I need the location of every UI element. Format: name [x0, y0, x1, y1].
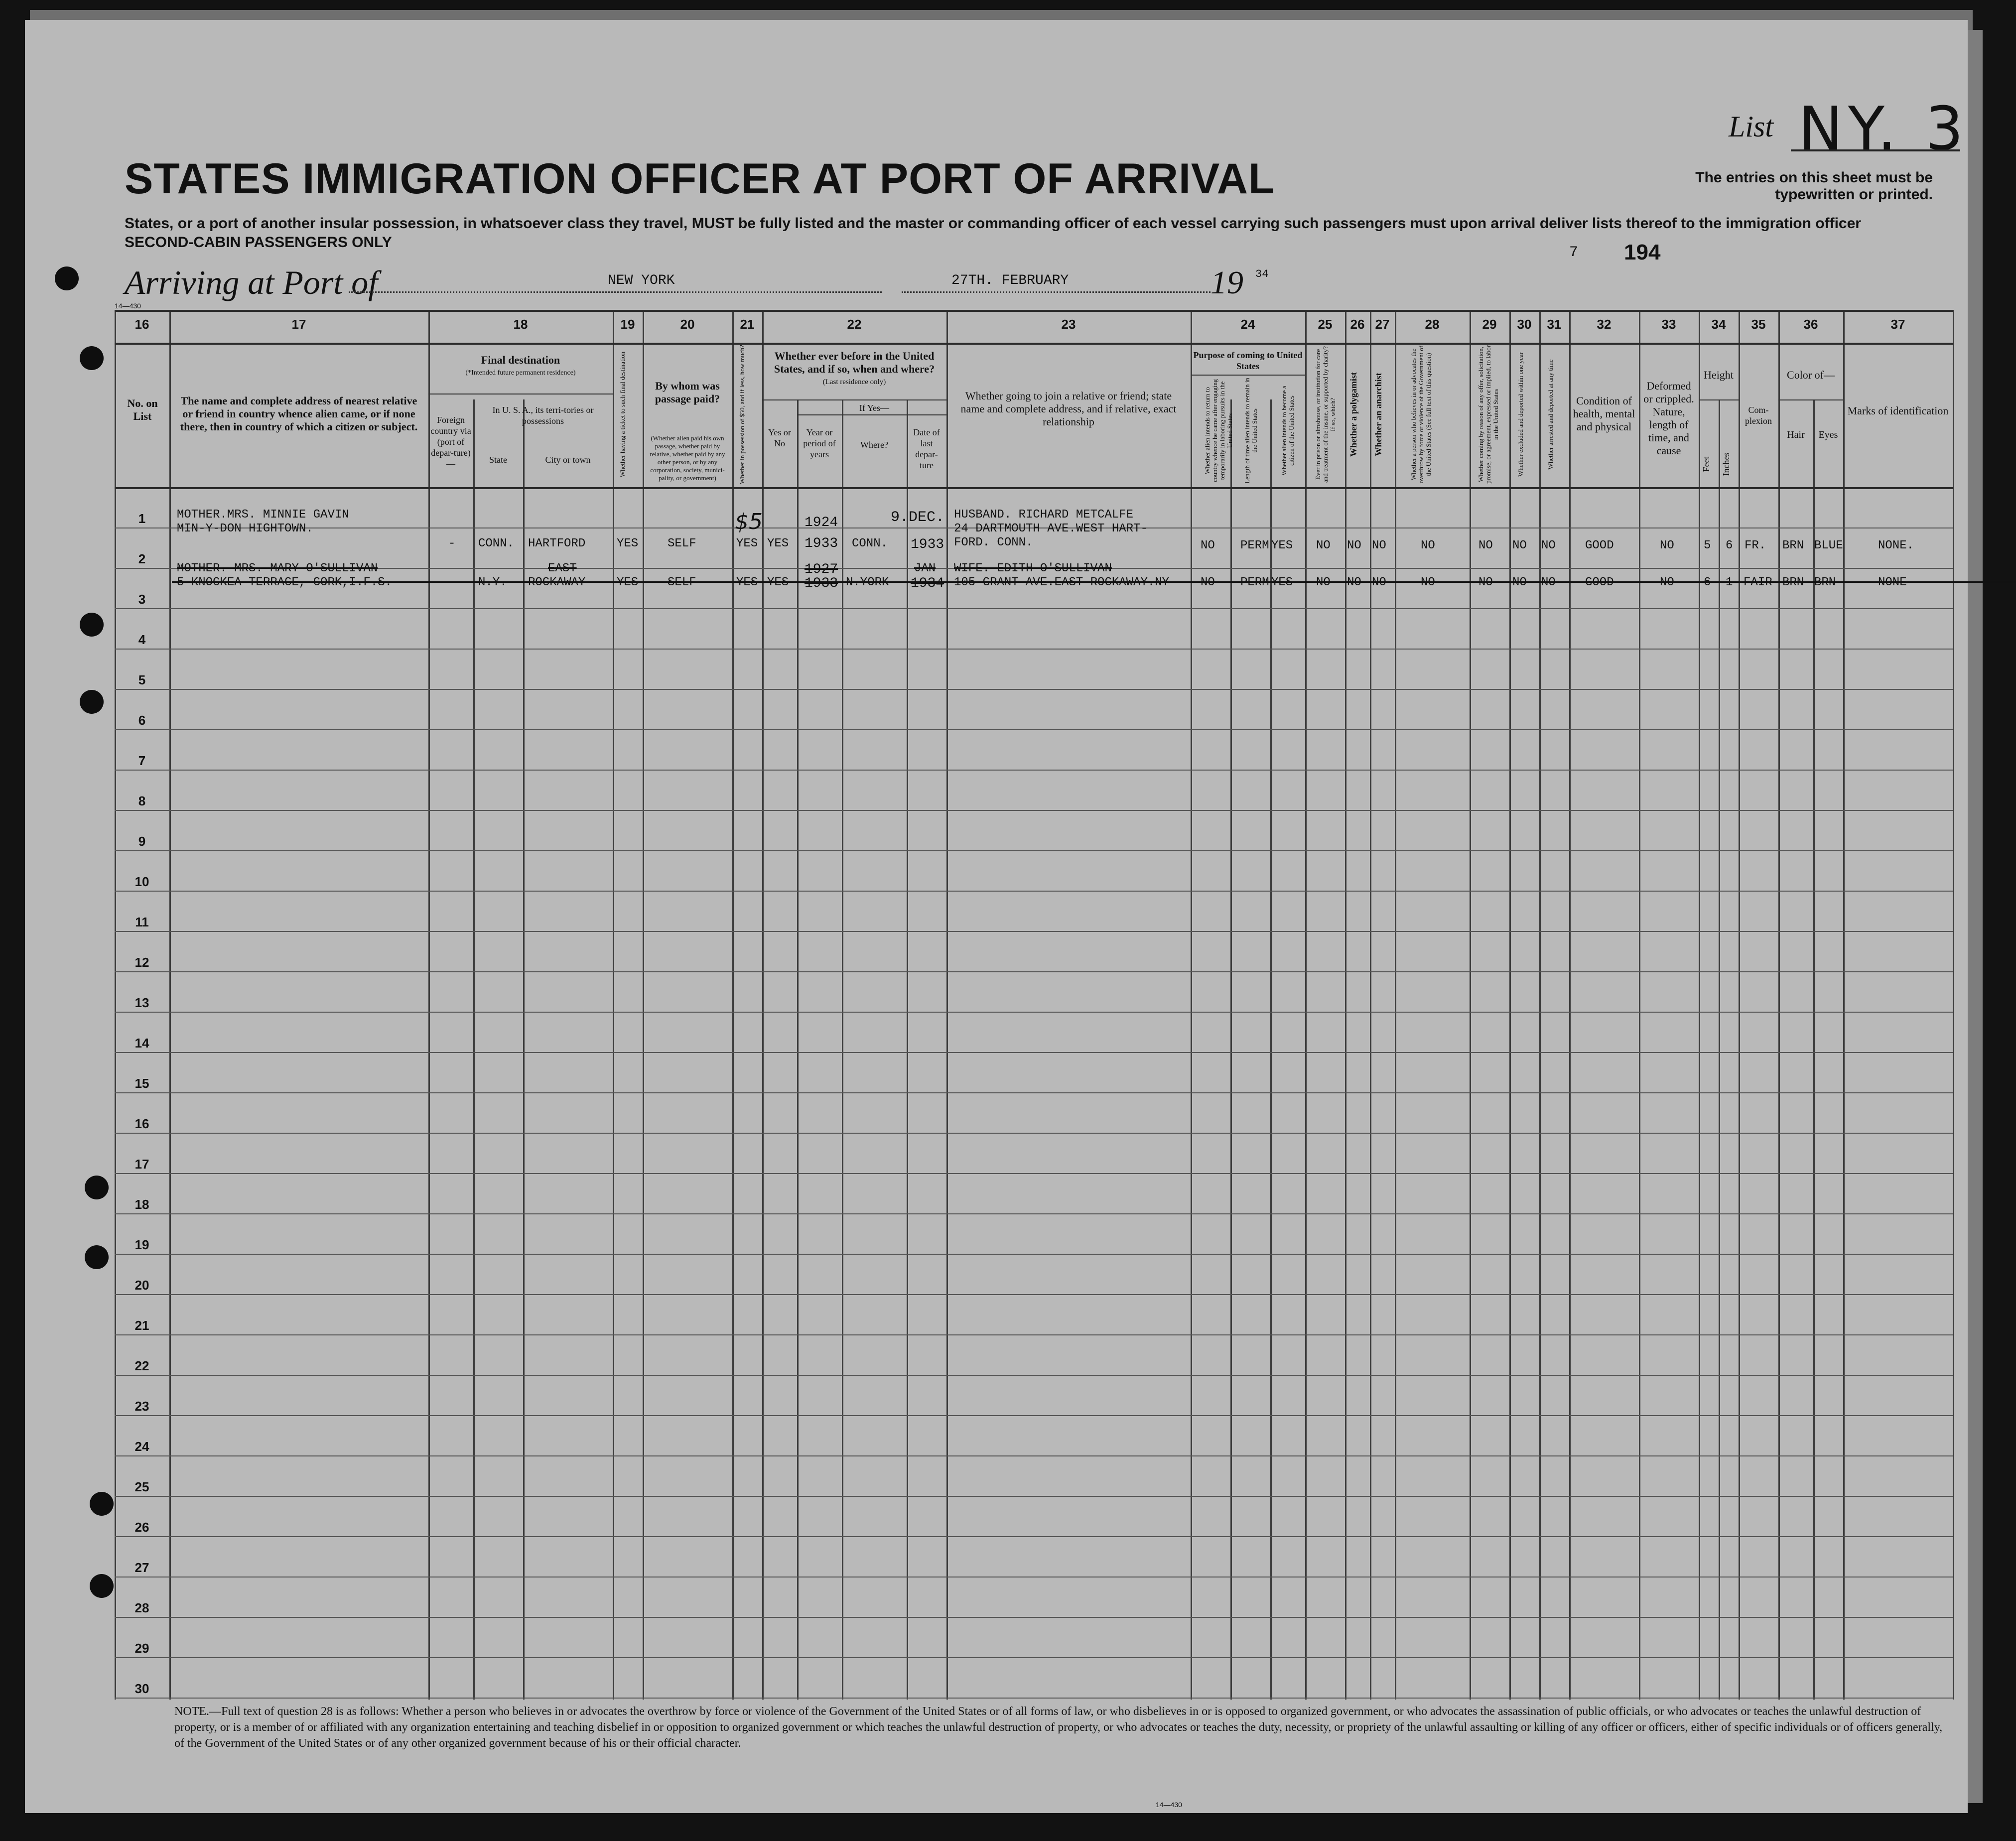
row-divider: [115, 1213, 1953, 1214]
city-cell: ROCKAWAY: [528, 576, 586, 589]
polygamist-cell: NO: [1347, 539, 1361, 552]
row-number: 25: [134, 1479, 149, 1494]
complexion-cell: FAIR: [1744, 576, 1772, 589]
row-number: 9: [138, 834, 146, 849]
row-divider: [115, 729, 1953, 730]
row-divider: [115, 1577, 1953, 1578]
row-divider: [115, 608, 1953, 609]
row-divider: [115, 891, 1953, 892]
purpose-length-cell: PERM: [1240, 576, 1269, 589]
header-passage-paid: By whom was passage paid?: [655, 380, 720, 405]
hair-cell: BRN: [1782, 539, 1804, 552]
header-q30: Whether excluded and deported within one year: [1517, 352, 1524, 477]
q28-cell: NO: [1421, 539, 1435, 552]
col-number: 36: [1803, 317, 1818, 332]
port-value: NEW YORK: [608, 273, 675, 288]
q30-cell: NO: [1512, 576, 1527, 589]
header-join-relative: Whether going to join a relative or friend; state name and complete address, and if relative, exact relationship: [960, 390, 1177, 428]
header-hair: Hair: [1787, 429, 1805, 440]
fifty-mark-cell: $5: [735, 509, 763, 534]
punch-hole: [80, 346, 104, 370]
row-divider: [115, 1294, 1953, 1295]
col-number: 24: [1240, 317, 1255, 332]
header-purpose: Purpose of coming to United States: [1193, 350, 1303, 371]
header-ever-before: Whether ever before in the United States, and if so, when and where?: [774, 350, 935, 375]
year-prefix: 19: [1210, 264, 1243, 301]
header-q28: Whether a person who believes in or advocates the overthrow by force or violence of the Government of the United States (See full text of this question): [1410, 345, 1432, 484]
purpose-citizen-cell: YES: [1271, 539, 1293, 552]
punch-hole: [90, 1492, 114, 1516]
row-number: 21: [134, 1318, 149, 1333]
city-cell: EAST: [548, 562, 577, 575]
marks-cell: NONE: [1878, 576, 1907, 589]
header-final-destination: Final destination: [481, 354, 560, 366]
row-divider: [115, 1496, 1953, 1497]
date-value: 27TH. FEBRUARY: [951, 273, 1069, 288]
header-in-usa: In U. S. A., its terri-tories or possessions: [492, 405, 594, 426]
health-cell: GOOD: [1585, 576, 1614, 589]
header-q31: Whether arrested and deported at any time: [1547, 359, 1554, 470]
header-ticket: Whether having a ticket to such final destination: [619, 351, 626, 478]
row-number: 11: [135, 915, 149, 929]
header-fifty-dollars: Whether in possession of $50, and if less, how much?: [738, 345, 746, 484]
purpose-return-cell: NO: [1201, 576, 1215, 589]
row-number: 6: [138, 713, 146, 728]
row-divider: [115, 1012, 1953, 1013]
row-divider: [115, 1617, 1953, 1618]
foreign-cell: -: [448, 576, 456, 589]
fifty-cell: YES: [736, 576, 758, 589]
punch-hole: [85, 1245, 109, 1269]
header-purpose-citizen: Whether alien intends to become a citizen of the United States: [1280, 386, 1295, 476]
row-divider: [115, 1133, 1953, 1134]
paid-by-cell: SELF: [668, 576, 696, 589]
paid-by-cell: SELF: [668, 537, 696, 550]
departure-cell: 1934: [911, 576, 944, 591]
row-number: 7: [138, 753, 146, 768]
row-number: 27: [134, 1560, 149, 1575]
row-divider: [115, 1092, 1953, 1093]
purpose-citizen-cell: YES: [1271, 576, 1293, 589]
cabin-class: SECOND-CABIN PASSENGERS ONLY: [125, 234, 392, 251]
join-relative-cell: 105 GRANT AVE.EAST ROCKAWAY.NY: [954, 576, 1170, 589]
row-divider: [115, 850, 1953, 851]
question-28-note: NOTE.—Full text of question 28 is as follows: Whether a person who believes in or advocates the overthrow by force or violence of the Government of the United States or of all forms of law, or who disbelieves in or is opposed to organized government, or who advocates the assassination of public officials, or who advocates or teaches the unlawful destruction of property, or is a member of or affiliated with any organization entertaining and teaching disbelief in or opposition to organized government or which teaches the unlawful destruction of property, or who advocates or teaches the duty, necessity, or propriety of the unlawful assaulting or killing of any officer or officers, either of specific individuals or of officers generally, of the Government of the United States or of any other organized government because of his or their official character.: [174, 1705, 1943, 1750]
punch-hole: [80, 690, 104, 714]
relative-cell: MOTHER.MRS. MINNIE GAVIN: [177, 508, 349, 522]
col-number: 29: [1482, 317, 1497, 332]
strike-line: [172, 581, 2016, 583]
header-eyes: Eyes: [1818, 429, 1838, 440]
port-line: [349, 291, 882, 293]
year-suffix: 34: [1255, 268, 1269, 280]
date-line: [902, 291, 1210, 293]
stamp-number: 194: [1624, 240, 1661, 264]
col-number: 18: [513, 317, 528, 332]
q29-cell: NO: [1478, 539, 1493, 552]
inches-cell: 1: [1726, 576, 1733, 589]
row-number: 17: [134, 1157, 149, 1172]
foreign-cell: -: [448, 537, 456, 550]
header-no-on-list: No. on List: [127, 397, 158, 422]
stamp-mark: 7: [1569, 244, 1579, 261]
header-q29: Whether coming by reason of any offer, solicitation, promise, or agreement, expressed or implied, to labor in the United States: [1477, 345, 1499, 484]
header-purpose-length: Length of time alien intends to remain in the United States: [1243, 378, 1258, 484]
departure-cell: JAN: [914, 562, 936, 575]
row-divider: [115, 810, 1953, 811]
feet-cell: 6: [1704, 576, 1711, 589]
header-complexion: Com-plexion: [1745, 405, 1772, 426]
header-feet: Feet: [1701, 456, 1711, 472]
row-number: 29: [134, 1641, 149, 1656]
row-number: 13: [134, 995, 149, 1010]
row-number: 1: [138, 511, 146, 526]
header-marks: Marks of identification: [1847, 404, 1949, 417]
row-divider: [115, 649, 1953, 650]
q30-cell: NO: [1512, 539, 1527, 552]
header-year-period: Year or period of years: [803, 427, 836, 459]
col-number: 33: [1661, 317, 1676, 332]
row-number: 3: [138, 592, 146, 607]
arriving-label: Arriving at Port of: [125, 263, 378, 301]
punch-hole: [85, 1176, 109, 1199]
departure-cell: 1933: [911, 537, 944, 552]
col-number: 28: [1425, 317, 1440, 332]
header-anarchist: Whether an anarchist: [1373, 373, 1383, 456]
header-height: Height: [1704, 369, 1734, 381]
q28-cell: NO: [1421, 576, 1435, 589]
col-number: 20: [680, 317, 695, 332]
fifty-cell: YES: [736, 537, 758, 550]
col-number: 27: [1375, 317, 1390, 332]
col-number: 21: [740, 317, 755, 332]
row-number: 16: [134, 1116, 149, 1131]
inches-cell: 6: [1726, 539, 1733, 552]
header-inches: Inches: [1721, 452, 1731, 476]
marks-cell: NONE.: [1878, 539, 1914, 552]
q31-cell: NO: [1541, 576, 1556, 589]
col-number: 19: [620, 317, 635, 332]
manifest-sheet: [25, 20, 1968, 1813]
join-relative-cell: HUSBAND. RICHARD METCALFE: [954, 508, 1134, 522]
header-purpose-return: Whether alien intends to return to country whence he came after engaging temporarily in laboring pursuits in the United States: [1204, 379, 1233, 482]
header-yes-or-no: Yes or No: [768, 427, 791, 448]
row-number: 4: [138, 632, 146, 647]
header-last-residence: (Last residence only): [822, 378, 886, 386]
header-city: City or town: [545, 455, 591, 465]
row-divider: [115, 770, 1953, 771]
year-cell: 1933: [805, 576, 838, 591]
header-color-of: Color of—: [1787, 369, 1835, 381]
row-divider: [115, 1415, 1953, 1416]
join-relative-cell: FORD. CONN.: [954, 536, 1033, 549]
row-number: 26: [134, 1520, 149, 1535]
feet-cell: 5: [1704, 539, 1711, 552]
year-cell: 1924: [805, 515, 838, 530]
polygamist-cell: NO: [1347, 576, 1361, 589]
col-number: 37: [1890, 317, 1905, 332]
col-number: 32: [1597, 317, 1612, 332]
q29-cell: NO: [1478, 576, 1493, 589]
col-number: 35: [1751, 317, 1766, 332]
header-passage-paid-note: (Whether alien paid his own passage, whether paid by relative, whether paid by any other person, or by any corporation, society, munici-pality, or government): [650, 434, 725, 482]
eyes-cell: BRN: [1814, 576, 1836, 589]
col-number: 16: [134, 317, 149, 332]
header-polygamist: Whether a polygamist: [1348, 372, 1358, 457]
row-number: 30: [134, 1681, 149, 1696]
row-number: 18: [134, 1197, 149, 1212]
list-number: NY. 3: [1798, 95, 1969, 164]
header-date-departure: Date of last depar-ture: [913, 427, 940, 470]
complexion-cell: FR.: [1745, 539, 1766, 552]
col-number: 26: [1350, 317, 1365, 332]
page-title: STATES IMMIGRATION OFFICER AT PORT OF ARRIVAL: [125, 155, 1275, 203]
join-relative-cell: 24 DARTMOUTH AVE.WEST HART-: [954, 522, 1148, 535]
city-cell: HARTFORD: [528, 537, 586, 550]
row-number: 23: [134, 1399, 149, 1414]
punch-hole: [55, 266, 79, 290]
year-cell: 1933: [805, 536, 838, 551]
state-cell: N.Y.: [478, 576, 507, 589]
row-number: 2: [138, 551, 146, 566]
punch-hole: [90, 1574, 114, 1598]
relative-cell: 5 KNOCKEA TERRACE, CORK,I.F.S.: [177, 576, 393, 589]
year-cell: 1927: [805, 562, 838, 577]
row-divider: [115, 1536, 1953, 1537]
manifest-table: [115, 310, 1953, 1700]
relative-cell: MOTHER. MRS. MARY O'SULLIVAN: [177, 562, 378, 575]
punch-hole: [80, 613, 104, 637]
q31-cell: NO: [1541, 539, 1556, 552]
row-number: 20: [134, 1278, 149, 1293]
row-divider: [115, 1657, 1953, 1658]
row-divider: [115, 971, 1953, 972]
health-cell: GOOD: [1585, 539, 1614, 552]
ever-before-cell: YES: [767, 576, 789, 589]
row-divider: [115, 1334, 1953, 1335]
row-number: 8: [138, 793, 146, 808]
row-divider: [115, 1173, 1953, 1174]
row-number: 22: [134, 1358, 149, 1373]
row-divider: [115, 931, 1953, 932]
row-number: 5: [138, 672, 146, 687]
row-number: 12: [134, 955, 149, 970]
purpose-length-cell: PERM: [1240, 539, 1269, 552]
col-number: 30: [1517, 317, 1532, 332]
header-state: State: [489, 455, 507, 465]
row-divider: [115, 689, 1953, 690]
row-divider: [115, 1455, 1953, 1456]
form-code: 14—430: [1156, 1801, 1182, 1809]
header-deformed: Deformed or crippled. Nature, length of time, and cause: [1643, 380, 1694, 457]
form-top-code: 14—430: [115, 302, 141, 310]
row-divider: [115, 1254, 1953, 1255]
header-health: Condition of health, mental and physical: [1573, 394, 1635, 433]
row-number: 24: [134, 1439, 149, 1454]
ticket-cell: YES: [617, 576, 639, 589]
header-foreign-country: Foreign country via (port of depar-ture)—: [430, 415, 471, 469]
col-number: 34: [1711, 317, 1726, 332]
where-cell: CONN.: [852, 537, 888, 550]
col-number: 23: [1061, 317, 1076, 332]
prison-cell: NO: [1316, 576, 1331, 589]
ever-before-cell: YES: [767, 537, 789, 550]
col-number: 22: [847, 317, 862, 332]
prison-cell: NO: [1316, 539, 1331, 552]
row-divider: [115, 1052, 1953, 1053]
col-number: 31: [1547, 317, 1562, 332]
col-number: 17: [291, 317, 306, 332]
hair-cell: BRN: [1782, 576, 1804, 589]
header-final-destination-note: (*Intended future permanent residence): [465, 369, 576, 377]
list-underline: [1791, 149, 1960, 151]
departure-cell: 9.DEC.: [891, 509, 945, 526]
where-cell: N.YORK: [846, 576, 889, 589]
row-number: 10: [134, 874, 149, 889]
eyes-cell: BLUE: [1814, 539, 1843, 552]
anarchist-cell: NO: [1372, 539, 1386, 552]
join-relative-cell: WIFE. EDITH O'SULLIVAN: [954, 562, 1112, 575]
deformed-cell: NO: [1660, 576, 1674, 589]
anarchist-cell: NO: [1372, 576, 1386, 589]
row-number: 15: [134, 1076, 149, 1091]
purpose-return-cell: NO: [1201, 539, 1215, 552]
relative-cell: MIN-Y-DON HIGHTOWN.: [177, 522, 313, 535]
col-number: 25: [1318, 317, 1333, 332]
row-number: 19: [134, 1237, 149, 1252]
row-divider: [115, 1698, 1953, 1699]
header-if-yes: If Yes—: [859, 403, 889, 413]
entries-note: The entries on this sheet must be typewritten or printed.: [1695, 169, 1933, 203]
header-where: Where?: [860, 440, 888, 450]
header-prison: Ever in prison or almshouse, or institution for care and treatment of the insane, or supported by charity? If so, which?: [1314, 346, 1337, 483]
deformed-cell: NO: [1660, 539, 1674, 552]
header-nearest-relative: The name and complete address of nearest relative or friend in country whence alien came, or if none there, then in country of which a citizen or subject.: [180, 394, 418, 433]
state-cell: CONN.: [478, 537, 515, 550]
list-label: List: [1729, 110, 1774, 143]
row-number: 28: [134, 1600, 149, 1615]
instruction-text: States, or a port of another insular possession, in whatsoever class they travel, MUST be fully listed and the master or commanding officer of each vessel carrying such passengers must upon arrival deliver lists thereof to the immigration officer: [125, 215, 1861, 232]
row-number: 14: [134, 1036, 149, 1051]
ticket-cell: YES: [617, 537, 639, 550]
row-divider: [115, 1375, 1953, 1376]
